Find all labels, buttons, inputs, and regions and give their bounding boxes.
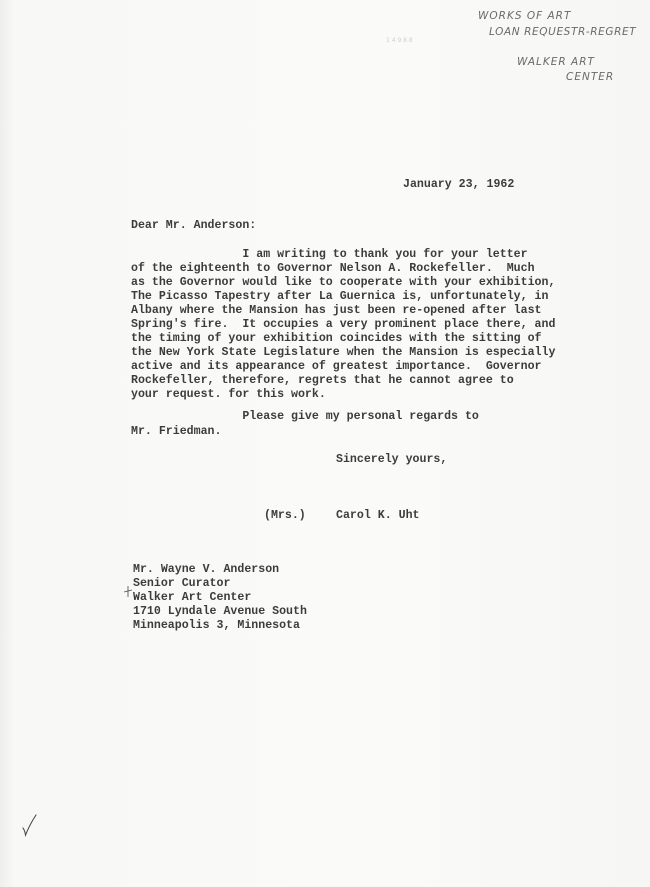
address-line: Minneapolis 3, Minnesota — [133, 619, 300, 632]
body-line: Albany where the Mansion has just been re-opened after last — [131, 304, 542, 317]
body-line: your request. for this work. — [131, 388, 326, 401]
body-line: Mr. Friedman. — [131, 425, 222, 438]
letter-date: January 23, 1962 — [403, 178, 515, 191]
closing: Sincerely yours, — [336, 453, 448, 466]
address-line: 1710 Lyndale Avenue South — [133, 605, 307, 618]
body-line: Spring's fire. It occupies a very prominent place there, and — [131, 318, 556, 331]
signature-prefix: (Mrs.) — [264, 509, 306, 522]
body-line: The Picasso Tapestry after La Guernica is, unfortunately, in — [131, 290, 549, 303]
body-line: Please give my personal regards to — [131, 410, 479, 423]
body-line: of the eighteenth to Governor Nelson A. Rockefeller. Much — [131, 262, 535, 275]
body-line: as the Governor would like to cooperate with your exhibition, — [131, 276, 556, 289]
body-line: the timing of your exhibition coincides with the sitting of — [131, 332, 542, 345]
handwritten-note-line1: WORKS OF ART — [478, 10, 572, 22]
cross-mark-icon — [123, 585, 133, 599]
address-line: Senior Curator — [133, 577, 231, 590]
address-line: Mr. Wayne V. Anderson — [133, 563, 280, 576]
salutation: Dear Mr. Anderson: — [131, 219, 257, 232]
body-line: I am writing to thank you for your letter — [131, 248, 528, 261]
handwritten-note-line4: CENTER — [566, 71, 615, 83]
signature-name: Carol K. Uht — [336, 509, 420, 522]
checkmark-icon — [22, 813, 38, 837]
body-line: the New York State Legislature when the Mansion is especially — [131, 346, 556, 359]
body-line: Rockefeller, therefore, regrets that he cannot agree to — [131, 374, 514, 387]
handwritten-note-line3: WALKER ART — [517, 56, 595, 68]
handwritten-note-line2: LOAN REQUESTR-REGRET — [489, 26, 637, 38]
faint-stamp: 1 4 9 8 8 — [386, 37, 413, 44]
address-line: Walker Art Center — [133, 591, 252, 604]
body-line: active and its appearance of greatest importance. Governor — [131, 360, 542, 373]
